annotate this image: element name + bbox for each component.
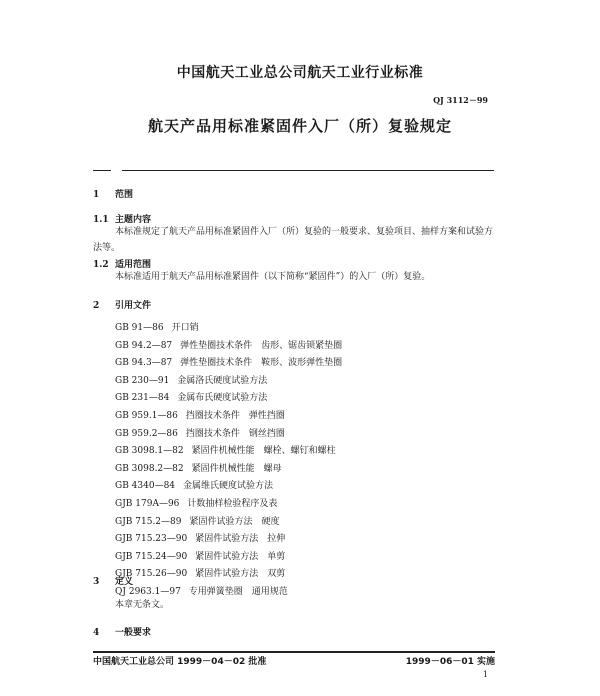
reference-list xyxy=(115,320,342,602)
section-number: 3 xyxy=(93,577,100,587)
reference-name: 紧固件试验方法 双剪 xyxy=(195,569,286,580)
reference-name: 弹性垫圈技术条件 齿形、锯齿锁紧垫圈 xyxy=(180,340,343,351)
section-1-1-text: 本标准规定了航天产品用标准紧固件入厂（所）复验的一般要求、复验项目、抽样方案和试验方法等。 xyxy=(93,227,494,253)
section-title: 一般要求 xyxy=(115,628,152,638)
section-1-heading xyxy=(93,187,133,200)
standard-number: QJ 3112－99 xyxy=(433,95,488,105)
title-rule xyxy=(122,170,494,171)
reference-code: QJ 2963.1—97 xyxy=(115,586,181,597)
reference-code: GB 230—91 xyxy=(115,375,170,386)
reference-name: 弹性垫圈技术条件 鞍形、波形弹性垫圈 xyxy=(180,358,343,369)
section-number: 4 xyxy=(93,628,100,638)
reference-item xyxy=(115,461,342,479)
section-number: 1.1 xyxy=(93,215,109,225)
section-number: 2 xyxy=(93,301,100,311)
section-number: 1.2 xyxy=(93,260,109,270)
footer-rule xyxy=(93,651,495,653)
reference-code: GJB 715.23—90 xyxy=(115,534,188,545)
reference-name: 紧固件试验方法 硬度 xyxy=(189,516,280,527)
reference-item xyxy=(115,338,342,356)
section-4-heading xyxy=(93,625,151,638)
section-3-heading xyxy=(93,574,133,587)
reference-name: 专用弹簧垫圈 通用规范 xyxy=(188,586,288,597)
organization-title: 中国航天工业总公司航天工业行业标准 xyxy=(176,65,424,81)
reference-item xyxy=(115,514,342,532)
reference-name: 计数抽样检验程序及表 xyxy=(187,498,278,509)
page-number: 1 xyxy=(482,670,488,679)
reference-code: GB 3098.1—82 xyxy=(115,446,184,457)
reference-name: 挡圈技术条件 钢丝挡圈 xyxy=(185,428,285,439)
reference-item xyxy=(115,531,342,549)
section-title: 适用范围 xyxy=(115,260,152,270)
reference-name: 紧固件机械性能 螺栓、螺钉和螺柱 xyxy=(191,446,336,457)
section-number: 1 xyxy=(93,190,100,200)
reference-code: GB 3098.2—82 xyxy=(115,463,184,474)
reference-item xyxy=(115,320,342,338)
section-title: 主题内容 xyxy=(115,215,152,225)
reference-name: 挡圈技术条件 弹性挡圈 xyxy=(185,410,285,421)
reference-code: GB 959.2—86 xyxy=(115,428,178,439)
reference-name: 紧固件机械性能 螺母 xyxy=(191,463,282,474)
reference-code: GJB 715.24—90 xyxy=(115,551,188,562)
section-1-2-text: 本标准适用于航天产品用标准紧固件（以下简称“紧固件”）的入厂（所）复验。 xyxy=(115,272,431,282)
reference-item xyxy=(115,496,342,514)
section-title: 范围 xyxy=(115,190,134,200)
reference-item xyxy=(115,549,342,567)
document-title: 航天产品用标准紧固件入厂（所）复验规定 xyxy=(147,117,452,135)
reference-name: 开口销 xyxy=(171,323,199,333)
reference-item xyxy=(115,373,342,391)
reference-name: 金属洛氏硬度试验方法 xyxy=(177,375,268,386)
reference-item xyxy=(115,355,342,373)
reference-name: 金属布氏硬度试验方法 xyxy=(177,393,268,404)
reference-name: 紧固件试验方法 单剪 xyxy=(195,551,286,562)
reference-code: GJB 715.26—90 xyxy=(115,569,188,580)
reference-item xyxy=(115,390,342,408)
reference-name: 紧固件试验方法 拉伸 xyxy=(195,534,286,545)
reference-code: GB 91—86 xyxy=(115,323,164,333)
section-title: 引用文件 xyxy=(115,301,152,311)
section-title: 定义 xyxy=(115,577,134,587)
reference-code: GB 94.2—87 xyxy=(115,340,173,351)
title-rule-short xyxy=(93,170,111,171)
reference-code: GB 959.1—86 xyxy=(115,410,178,421)
effective-date: 1999－06－01 实施 xyxy=(405,657,495,667)
reference-item xyxy=(115,566,342,584)
reference-code: GJB 179A—96 xyxy=(115,498,180,509)
reference-item xyxy=(115,426,342,444)
section-2-heading xyxy=(93,298,151,311)
section-3-text: 本章无条文。 xyxy=(115,600,170,610)
reference-item xyxy=(115,478,342,496)
reference-code: GB 4340—84 xyxy=(115,481,176,492)
reference-code: GB 94.3—87 xyxy=(115,358,173,369)
reference-item xyxy=(115,408,342,426)
reference-code: GB 231—84 xyxy=(115,393,170,404)
reference-item xyxy=(115,443,342,461)
reference-code: GJB 715.2—89 xyxy=(115,516,182,527)
reference-name: 金属维氏硬度试验方法 xyxy=(183,481,274,492)
approval-date: 中国航天工业总公司 1999－04－02 批准 xyxy=(93,657,267,667)
